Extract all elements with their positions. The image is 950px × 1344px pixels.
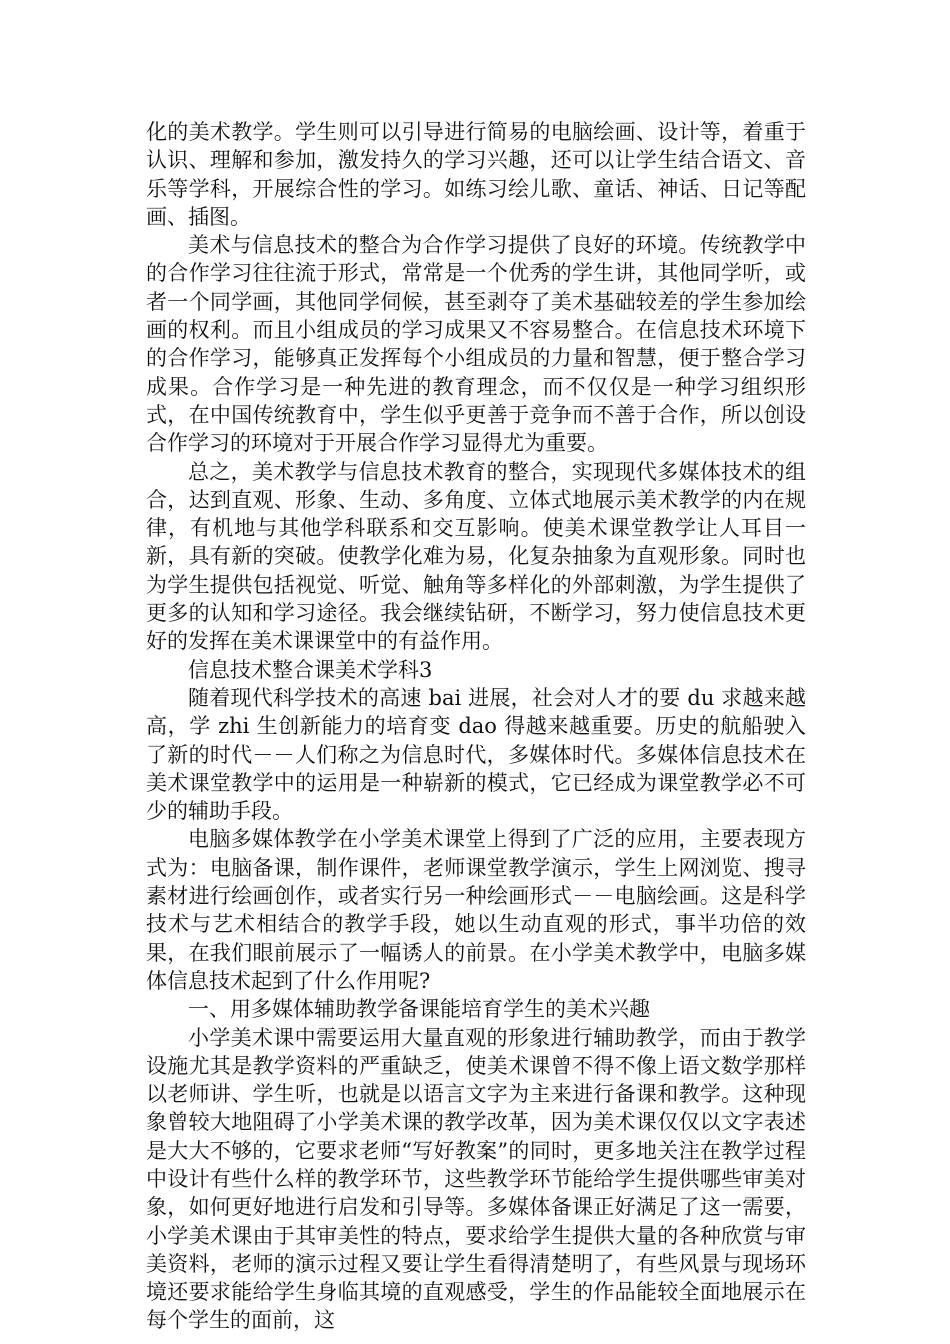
subsection-heading: 一、用多媒体辅助教学备课能培育学生的美术兴趣 xyxy=(188,997,650,1022)
paragraph-cooperative-learning: 美术与信息技术的整合为合作学习提供了良好的环境。传统教学中的合作学习往往流于形式，常常是一个优秀的学生讲，其他同学听，或者一个同学画，其他同学伺候，甚至剥夺了美术基础较差的学生参加绘画的权利。而且小组成员的学习成果又不容易整合。在信息技术环境下的合作学习，能够真正发挥每个小组成员的力量和智慧，便于整合学习成果。合作学习是一种先进的教育理念，而不仅仅是一种学习组织形式，在中国传统教育中，学生似乎更善于竞争而不善于合作，所以创设合作学习的环境对于开展合作学习显得尤为重要。 xyxy=(146,233,806,456)
paragraph-continuation: 化的美术教学。学生则可以引导进行简易的电脑绘画、设计等，着重于认识、理解和参加，激发持久的学习兴趣，还可以让学生结合语文、音乐等学科，开展综合性的学习。如练习绘儿歌、童话、神话、日记等配画、插图。 xyxy=(146,120,806,229)
paragraph-lesson-preparation: 小学美术课中需要运用大量直观的形象进行辅助教学，而由于教学设施尤其是教学资料的严重缺乏，使美术课曾不得不像上语文数学那样以老师讲、学生听，也就是以语言文字为主来进行备课和教学。这种现象曾较大地阻碍了小学美术课的教学改革，因为美术课仅仅以文字表述是大大不够的，它要求老师“写好教案”的同时，更多地关注在教学过程中设计有些什么样的教学环节，这些教学环节能给学生提供哪些审美对象，如何更好地进行启发和引导等。多媒体备课正好满足了这一需要，小学美术课由于其审美性的特点，要求给学生提供大量的各种欣赏与审美资料，老师的演示过程又要让学生看得清楚明了，有些风景与现场环境还要求能给学生身临其境的直观感受，学生的作品能较全面地展示在每个学生的面前，这 xyxy=(146,1025,806,1333)
paragraph-multimedia-use: 电脑多媒体教学在小学美术课堂上得到了广泛的应用，主要表现方式为：电脑备课，制作课件，老师课堂教学演示，学生上网浏览、搜寻素材进行绘画创作，或者实行另一种绘画形式－－电脑绘画。这是科学技术与艺术相结合的教学手段，她以生动直观的形式，事半功倍的效果，在我们眼前展示了一幅诱人的前景。在小学美术教学中，电脑多媒体信息技术起到了什么作用呢? xyxy=(146,827,806,993)
section-title: 信息技术整合课美术学科3 xyxy=(188,657,433,682)
document-body xyxy=(146,118,806,1335)
paragraph-summary: 总之，美术教学与信息技术教育的整合，实现现代多媒体技术的组合，达到直观、形象、生动、多角度、立体式地展示美术教学的内在规律，有机地与其他学科联系和交互影响。使美术课堂教学让人耳目一新，具有新的突破。使教学化难为易，化复杂抽象为直观形象。同时也为学生提供包括视觉、听觉、触角等多样化的外部刺激，为学生提供了更多的认知和学习途径。我会继续钻研，不断学习，努力使信息技术更好的发挥在美术课课堂中的有益作用。 xyxy=(146,459,806,654)
paragraph-intro: 随着现代科学技术的高速 bai 进展，社会对人才的要 du 求越来越高，学 zhi 生创新能力的培育变 dao 得越来越重要。历史的航船驶入了新的时代－－人们称之为信息时代，多媒体时代。多媒体信息技术在美术课堂教学中的运用是一种崭新的模式，它已经成为课堂教学必不可少的辅助手段。 xyxy=(146,685,806,824)
